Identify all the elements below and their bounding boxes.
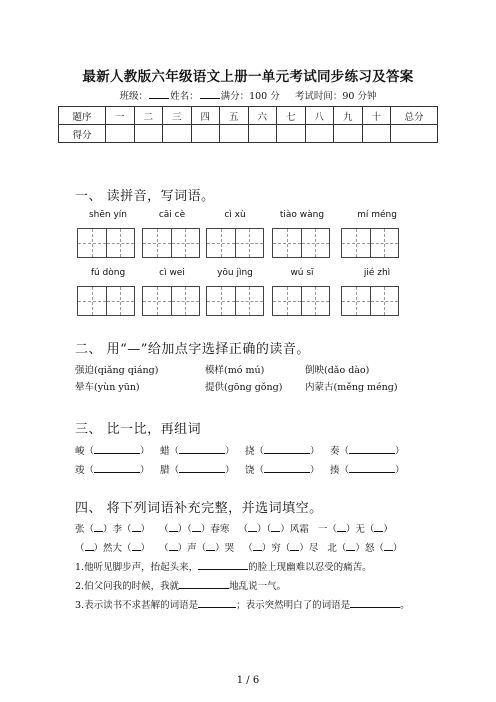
header-cell: 三 (163, 107, 192, 125)
header-cell: 七 (277, 107, 306, 125)
pinyin-label: cì wei (159, 268, 185, 278)
header-cell: 题序 (59, 107, 106, 125)
header-cell: 一 (106, 107, 135, 125)
full-score: 满分：100 分 (220, 91, 280, 102)
writing-grid[interactable] (77, 228, 135, 258)
reading-option: 倒映(dǎo dào) (305, 365, 370, 376)
writing-grid[interactable] (341, 286, 399, 316)
compare-item: 饶（ ） (245, 465, 320, 476)
compare-item: 竣（ ） (75, 465, 150, 476)
char-blank[interactable] (169, 522, 178, 532)
header-cell: 九 (334, 107, 363, 125)
compare-item: 蜡（ ） (160, 446, 235, 457)
section4-heading: 四、 将下列词语补充完整，并选词填空。 (75, 501, 323, 516)
class-blank[interactable] (149, 89, 169, 99)
exam-time: 考试时间：90 分钟 (294, 91, 377, 102)
question-1: 1.他听见脚步声，抬起头来， 的脸上现幽难以忍受的痛苦。 (75, 562, 372, 573)
answer-blank[interactable] (179, 579, 229, 589)
score-cell[interactable] (191, 125, 220, 143)
score-cell[interactable] (305, 125, 334, 143)
score-table-row (59, 125, 438, 143)
reading-option: 内蒙古(měng méng) (305, 382, 398, 393)
char-blank[interactable] (337, 522, 346, 532)
char-blank[interactable] (248, 522, 257, 532)
pinyin-label: tiào wàng (279, 210, 325, 220)
header-cell: 四 (191, 107, 220, 125)
reading-option: 晕车(yùn yūn) (75, 382, 140, 393)
char-blank[interactable] (271, 522, 280, 532)
section2-heading: 二、 用“—”给加点字选择正确的读音。 (75, 342, 310, 357)
name-blank[interactable] (200, 89, 220, 99)
header-cell: 十 (362, 107, 391, 125)
word-blank[interactable] (264, 463, 310, 473)
pinyin-label: wú sī (290, 268, 314, 278)
score-cell[interactable] (334, 125, 363, 143)
score-cell[interactable] (362, 125, 391, 143)
char-blank[interactable] (132, 541, 141, 551)
score-cell[interactable] (106, 125, 135, 143)
word-blank[interactable] (94, 463, 140, 473)
writing-grid[interactable] (142, 228, 200, 258)
char-blank[interactable] (374, 522, 383, 532)
char-blank[interactable] (253, 541, 262, 551)
answer-blank[interactable] (350, 598, 400, 608)
compare-item: 揍（ ） (330, 465, 405, 476)
section1-heading: 一、 读拼音，写词语。 (75, 189, 215, 204)
reading-option: 强迫(qiǎng qiáng) (75, 365, 159, 376)
word-blank[interactable] (349, 444, 395, 454)
char-blank[interactable] (85, 541, 94, 551)
char-blank[interactable] (132, 522, 141, 532)
writing-grid[interactable] (341, 228, 399, 258)
exam-info (0, 88, 496, 102)
header-cell: 总分 (391, 107, 438, 125)
score-cell[interactable] (134, 125, 163, 143)
word-blank[interactable] (264, 444, 310, 454)
idiom-line: 张（ ）李（ ） （ ）（ ）春寒 （ ）（ ）风霜 一（ ）无（ ） (75, 524, 393, 535)
pinyin-label: cāi cè (158, 210, 186, 220)
score-table-header (59, 107, 438, 125)
score-cell[interactable] (391, 125, 438, 143)
page-number: 1 / 6 (236, 675, 260, 686)
writing-grid[interactable] (206, 286, 264, 316)
question-3: 3.表示读书不求甚解的词语是 ；表示突然明白了的词语是 。 (75, 600, 410, 611)
writing-grid[interactable] (272, 286, 330, 316)
reading-option: 模样(mó mú) (205, 365, 265, 376)
pinyin-label: shēn yín (88, 210, 128, 220)
char-blank[interactable] (206, 541, 215, 551)
reading-option: 提供(gōng gǒng) (205, 382, 283, 393)
char-blank[interactable] (94, 522, 103, 532)
compare-item: 腊（ ） (160, 465, 235, 476)
compare-item: 奏（ ） (330, 446, 405, 457)
header-cell: 五 (220, 107, 249, 125)
name-label: 姓名： (170, 91, 199, 102)
char-blank[interactable] (346, 541, 355, 551)
pinyin-label: mí méng (357, 210, 397, 220)
score-cell[interactable] (277, 125, 306, 143)
pinyin-label: fú dòng (90, 268, 126, 278)
word-blank[interactable] (179, 463, 225, 473)
score-cell[interactable] (163, 125, 192, 143)
header-cell: 二 (134, 107, 163, 125)
word-blank[interactable] (94, 444, 140, 454)
char-blank[interactable] (384, 541, 393, 551)
answer-blank[interactable] (198, 598, 236, 608)
writing-grid[interactable] (142, 286, 200, 316)
char-blank[interactable] (169, 541, 178, 551)
pinyin-label: cì xù (224, 210, 246, 220)
score-table (58, 106, 438, 143)
writing-grid[interactable] (206, 228, 264, 258)
pinyin-label: jié zhì (363, 268, 391, 278)
word-blank[interactable] (349, 463, 395, 473)
score-cell[interactable] (248, 125, 277, 143)
header-cell: 八 (305, 107, 334, 125)
row-label: 得分 (59, 125, 106, 143)
page-title: 最新人教版六年级语文上册一单元考试同步练习及答案 (82, 69, 414, 85)
compare-item: 挠（ ） (245, 446, 320, 457)
class-label: 班级： (119, 91, 149, 102)
writing-grid[interactable] (77, 286, 135, 316)
answer-blank[interactable] (198, 560, 248, 570)
header-cell: 六 (248, 107, 277, 125)
char-blank[interactable] (192, 522, 201, 532)
compare-item: 峻（ ） (75, 446, 150, 457)
word-blank[interactable] (179, 444, 225, 454)
idiom-line: （ ）然大（ ） （ ）声（ ）哭 （ ）穷（ ）尽 北（ ）怒（ ） (75, 543, 403, 554)
char-blank[interactable] (290, 541, 299, 551)
pinyin-label: yōu jìng (217, 268, 253, 278)
question-2: 2.伯父问我的时候，我就 地乱说一气。 (75, 581, 287, 592)
writing-grid[interactable] (272, 228, 330, 258)
score-cell[interactable] (220, 125, 249, 143)
section3-heading: 三、 比一比，再组词 (75, 422, 202, 437)
